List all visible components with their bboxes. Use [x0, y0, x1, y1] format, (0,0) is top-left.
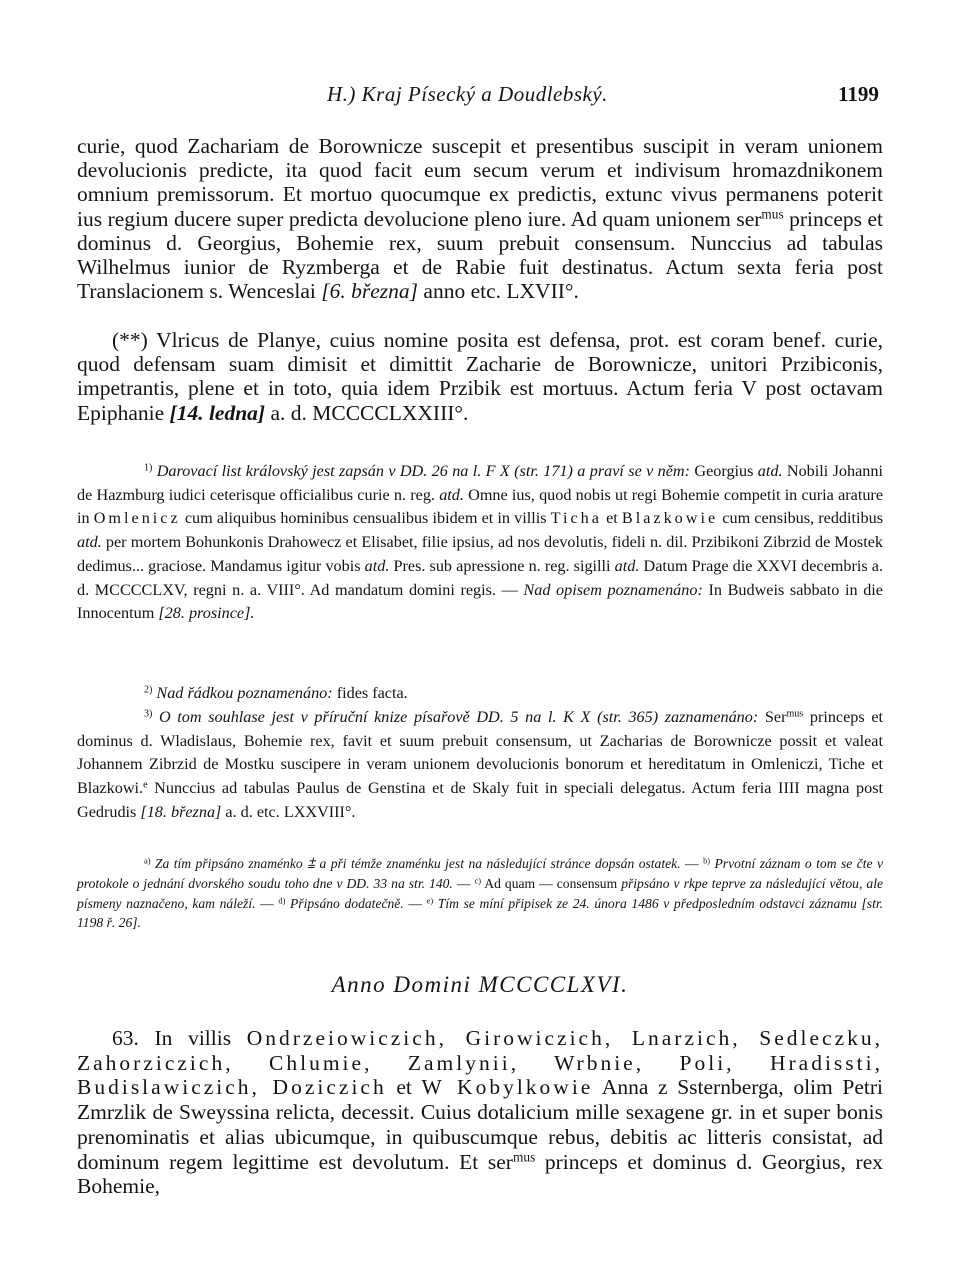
- italic-run: atd.: [757, 462, 783, 480]
- footnote-marker: 3): [144, 708, 153, 720]
- text-run: fides facta.: [332, 684, 408, 702]
- paragraph-continuation: [77, 134, 883, 303]
- italic-run: Prvotní záznam o tom se čte v protokole o jednání dvorského soudu toho dne v DD. 33 na str. 140.: [77, 856, 884, 891]
- date-annotation: [6. března]: [321, 279, 419, 304]
- italic-run: atd.: [77, 533, 102, 552]
- text-run: cum censibus, redditibus: [718, 509, 883, 528]
- italic-run: Připsáno dodatečně.: [285, 895, 404, 911]
- text-run: cum aliquibus hominibus censualibus ibidem et in villis: [180, 509, 551, 528]
- text-run: Pres. sub apressione n. reg. sigilli: [389, 556, 615, 575]
- note-marker: e): [426, 894, 434, 905]
- page-number: 1199: [838, 82, 879, 106]
- text-run: a. d. etc. LXXVIII°.: [221, 802, 356, 821]
- text-run: Ad quam — consensum: [481, 875, 622, 891]
- text-run: Nunccius ad tabulas Paulus de Genstina et de Skaly fuit in speciali delegatus. Actum feria IIII magna post Gedrudis: [77, 779, 883, 821]
- text-run: Ser: [758, 708, 787, 726]
- apparatus-notes: [77, 854, 883, 933]
- italic-run: atd.: [614, 556, 640, 575]
- text-run: Anna z Ssternberga, olim Petri Zmrzlik de Sweyssina relicta, decessit. Cuius dotalicium mille sexagene gr. in et super bonis prenominatis et alias ubicumque, in quibuscumque rebus, debitis ac litteris consistat, ad dominum regem legittime est devolutum. Et ser: [77, 1075, 883, 1174]
- text-run: Nobili Johanni de Hazmburg iudici ceterisque officialibus curie n. reg.: [77, 462, 883, 504]
- superscript: mus: [786, 708, 804, 720]
- italic-run: atd.: [439, 485, 464, 504]
- superscript: e: [143, 779, 148, 791]
- year-heading: Anno Domini MCCCCLXVI.: [331, 972, 629, 997]
- italic-run: O tom souhlase jest v příruční knize písařově DD. 5 na l. K X (str. 365) zaznamenáno:: [152, 708, 759, 726]
- italic-run: [28. prosince].: [158, 604, 255, 623]
- text-run: Georgius: [690, 462, 758, 480]
- footnote-1: [77, 460, 883, 626]
- footnote-marker: 2): [144, 684, 153, 696]
- italic-run: Nad řádkou poznamenáno:: [152, 684, 333, 702]
- entry-number: 63.: [112, 1026, 139, 1050]
- italic-run: [18. března]: [140, 802, 222, 821]
- italic-run: Za tím připsáno znaménko ⩲ a při témže znaménku jest na následující stránce dopsán ostatek.: [150, 856, 681, 871]
- spaced-place-name: Ticha: [550, 509, 602, 528]
- note-marker: a): [144, 855, 151, 866]
- text-run: curie, quod Zachariam de Borownicze suscepit et presentibus suscipit in veram unionem devolucionis predicte, ita quod facit eum secum verum et indivisum hromazdnikonem omnium premissorum. Et mortuo quocumque ex predictis, extunc vivus permanens poterit ius regium ducere super predicta devolucione pleno iure. Ad quam unionem ser: [77, 134, 883, 231]
- footnote-2: [77, 682, 883, 706]
- italic-run: připsáno v rkpe teprve za následující větou, ale písmeny naznačeno, kam náleží.: [77, 875, 883, 911]
- italic-run: Darovací list královský jest zapsán v DD. 26 na l. F X (str. 171) a praví se v něm:: [152, 462, 691, 480]
- dash: —: [680, 856, 704, 871]
- entry-63: [77, 1026, 883, 1199]
- dash: —: [403, 895, 427, 911]
- text-run: princeps et dominus d. Georgius, rex Bohemie,: [77, 1149, 883, 1199]
- text-run: anno etc. LXVII°.: [418, 279, 579, 304]
- text-run: princeps et dominus d. Wladislaus, Bohemie rex, favit et suum prebuit consensum, ut Zacharias de Borownicze possit et valeat Johannem Zibrzid de Mostku suscipere in veram unionem devolucionis bonorum et hereditatum in Omleniczi, Tiche et Blazkowi.: [77, 708, 883, 798]
- footnote-3: [77, 706, 883, 825]
- note-marker: d): [278, 894, 286, 905]
- spaced-place-name: Blazkowie: [621, 509, 719, 528]
- running-header: [0, 82, 960, 112]
- running-title: H.) Kraj Písecký a Doudlebský.: [327, 82, 608, 106]
- spaced-place-name: W Kobylkowie: [421, 1075, 594, 1100]
- footnote-marker: 1): [144, 462, 153, 474]
- note-marker: b): [703, 855, 711, 866]
- dash: —: [255, 895, 279, 911]
- italic-run: Tím se míní připisek ze 24. února 1486 v předposledním odstavci záznamu [str. 1198 ř. 26].: [77, 895, 884, 931]
- spaced-place-names: Ondrzeiowiczich, Girowiczich, Lnarzich, Sedleczku, Zahorziczich, Chlumie, Zamlynii, Wrbnie, Poli, Hradissti, Budislawiczich, Doziczich: [77, 1026, 883, 1100]
- text-run: a. d. MCCCCLXXIII°.: [265, 400, 469, 425]
- text-run: Omne ius, quod nobis ut regi Bohemie competit in curia arature in: [77, 485, 883, 528]
- text-run: In villis: [138, 1026, 247, 1050]
- date-annotation: [14. ledna]: [169, 400, 266, 425]
- text-run: et: [601, 509, 622, 528]
- text-run: Datum Prage die XXVI decembris a. d. MCCCCLXV, regni n. a. VIII°. Ad mandatum domini regis. —: [77, 556, 883, 599]
- superscript: mus: [512, 1149, 536, 1165]
- italic-run: Nad opisem poznamenáno:: [523, 580, 703, 599]
- dash: —: [452, 875, 475, 891]
- text-run: et: [386, 1075, 422, 1100]
- spaced-place-name: Omlenicz: [93, 509, 181, 528]
- superscript: mus: [761, 206, 784, 222]
- paragraph-defensa: [77, 328, 883, 425]
- text-run: (**) Vlricus de Planye, cuius nomine posita est defensa, prot. est coram benef. curie, quod defensam suam dimisit et dimittit Zacharie de Borownicze, unitori Przibiconis, impetrantis, plene et in toto, quia idem Przibik est mortuus. Actum feria V post octavam Epiphanie: [77, 328, 883, 425]
- text-run: per mortem Bohunkonis Drahowecz et Elisabet, filie ipsius, ad nos devolutis, fideli n. dil. Przibikoni Zibrzid de Mostek dedimus... graciose. Mandamus igitur vobis: [77, 533, 883, 575]
- text-run: princeps et dominus d. Georgius, Bohemie rex, suum prebuit consensum. Nunccius ad tabulas Wilhelmus iunior de Ryzmberga et de Rabie fuit destinatus. Actum sexta feria post Translacionem s. Wenceslai: [77, 206, 883, 304]
- italic-run: atd.: [364, 556, 390, 575]
- note-marker: c): [474, 875, 482, 886]
- text-run: In Budweis sabbato in die Innocentum: [77, 580, 883, 623]
